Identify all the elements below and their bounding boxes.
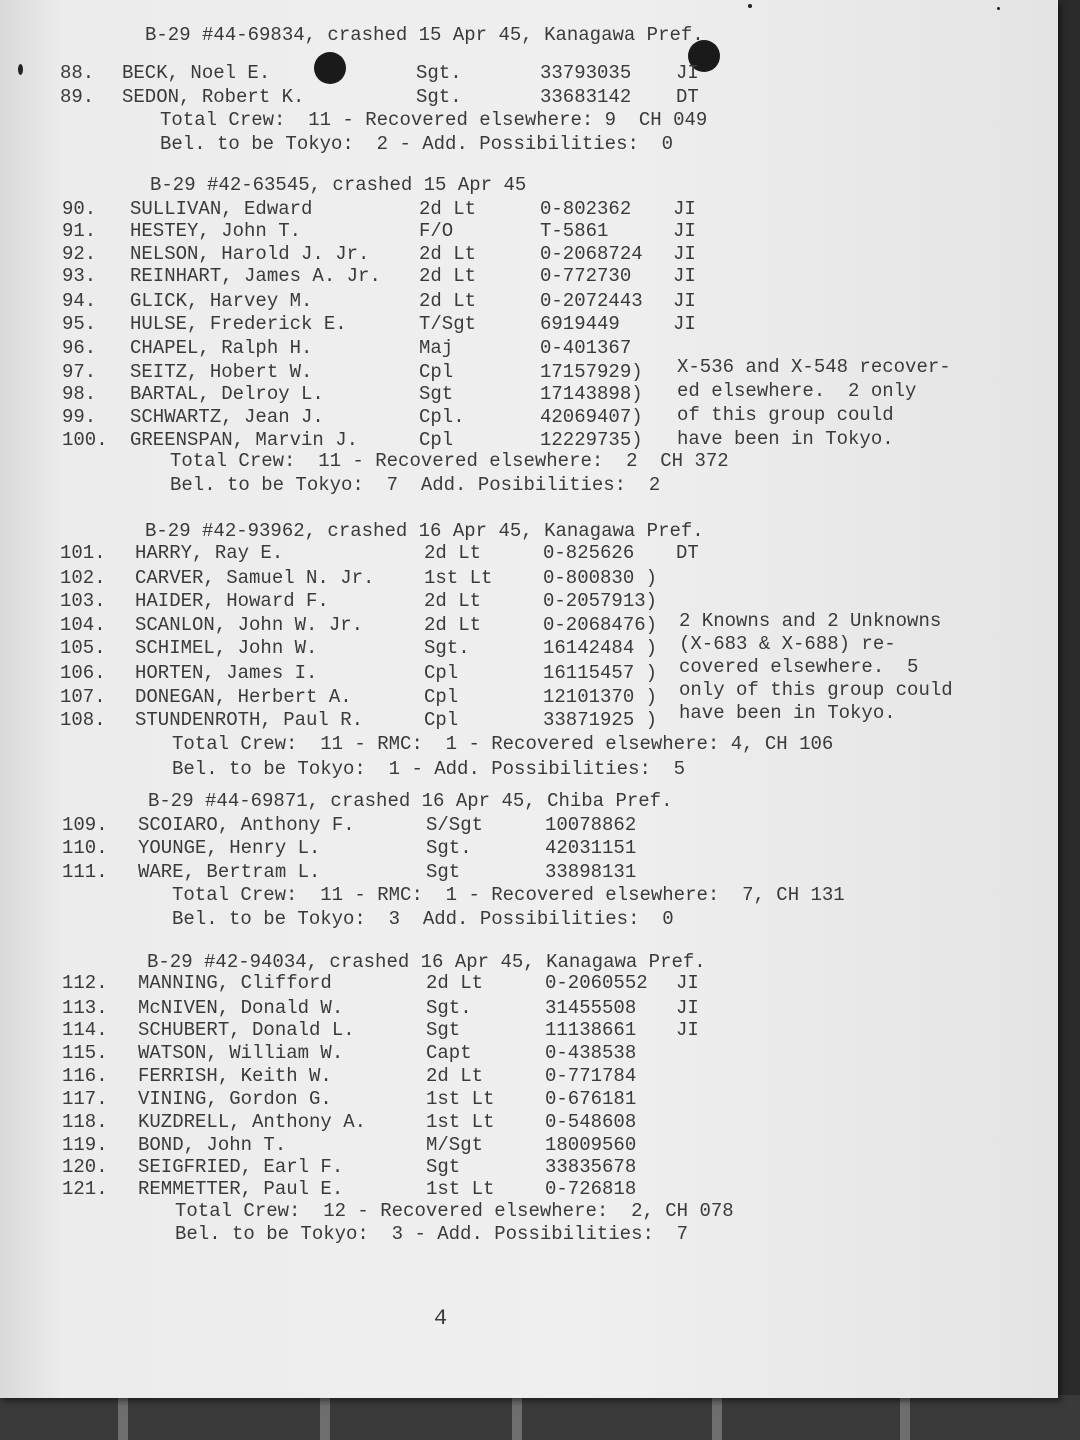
crew-rank: T/Sgt [419, 313, 477, 335]
floor-tile-seam [320, 1395, 330, 1440]
serial-number: 0-2068476) [543, 614, 658, 636]
entry-number: 109. [62, 814, 108, 836]
crew-name: BOND, John T. [138, 1134, 287, 1156]
serial-number: 42031151 [545, 837, 637, 859]
status-code: JI [676, 972, 699, 994]
serial-number: 0-2072443 [540, 290, 643, 312]
serial-number: 0-800830 ) [543, 567, 658, 589]
entry-number: 104. [60, 614, 106, 636]
group-note: have been in Tokyo. [677, 428, 894, 450]
group-note: (X-683 & X-688) re- [679, 633, 896, 655]
crew-name: STUNDENROTH, Paul R. [135, 709, 364, 731]
serial-number: 18009560 [545, 1134, 637, 1156]
crew-name: SULLIVAN, Edward [130, 198, 313, 220]
crew-rank: Sgt. [426, 997, 472, 1019]
aircraft-header: B-29 #44-69871, crashed 16 Apr 45, Chiba Pref. [148, 790, 673, 812]
entry-number: 112. [62, 972, 108, 994]
entry-number: 117. [62, 1088, 108, 1110]
serial-number: 0-438538 [545, 1042, 637, 1064]
crew-rank: 1st Lt [426, 1178, 495, 1200]
crew-name: SCANLON, John W. Jr. [135, 614, 364, 636]
crew-name: SEITZ, Hobert W. [130, 361, 313, 383]
crew-rank: 2d Lt [424, 590, 482, 612]
crew-rank: Capt [426, 1042, 472, 1064]
crew-name: McNIVEN, Donald W. [138, 997, 344, 1019]
crew-name: CHAPEL, Ralph H. [130, 337, 313, 359]
entry-number: 90. [62, 198, 97, 220]
entry-number: 102. [60, 567, 106, 589]
crew-name: CARVER, Samuel N. Jr. [135, 567, 375, 589]
crew-name: WATSON, William W. [138, 1042, 344, 1064]
serial-number: 11138661 [545, 1019, 637, 1041]
entry-number: 116. [62, 1065, 108, 1087]
status-code: JI [673, 313, 696, 335]
entry-number: 96. [62, 337, 97, 359]
group-note: of this group could [677, 404, 894, 426]
entry-number: 89. [60, 86, 95, 108]
group-note: have been in Tokyo. [679, 702, 896, 724]
status-code: JI [676, 62, 699, 84]
crew-rank: Sgt. [416, 62, 462, 84]
serial-number: 6919449 [540, 313, 620, 335]
aircraft-header: B-29 #42-93962, crashed 16 Apr 45, Kanagawa Pref. [145, 520, 704, 542]
serial-number: 0-726818 [545, 1178, 637, 1200]
crew-rank: 2d Lt [419, 198, 477, 220]
crew-rank: 1st Lt [426, 1088, 495, 1110]
crew-rank: Sgt. [416, 86, 462, 108]
entry-number: 93. [62, 265, 97, 287]
status-code: JI [673, 290, 696, 312]
crew-name: REINHART, James A. Jr. [130, 265, 381, 287]
serial-number: 0-825626 [543, 542, 635, 564]
aircraft-header: B-29 #42-94034, crashed 16 Apr 45, Kanagawa Pref. [147, 951, 706, 973]
crew-rank: Sgt [426, 1019, 461, 1041]
serial-number: 0-2060552 [545, 972, 648, 994]
floor-tile-seam [512, 1395, 522, 1440]
serial-number: T-5861 [540, 220, 609, 242]
crew-rank: 2d Lt [419, 290, 477, 312]
crew-rank: 1st Lt [424, 567, 493, 589]
crew-name: KUZDRELL, Anthony A. [138, 1111, 367, 1133]
group-note: covered elsewhere. 5 [679, 656, 919, 678]
believed-tokyo-line: Bel. to be Tokyo: 2 - Add. Possibilities: 0 [160, 133, 674, 155]
serial-number: 0-2068724 [540, 243, 643, 265]
entry-number: 98. [62, 383, 97, 405]
serial-number: 42069407) [540, 406, 643, 428]
entry-number: 119. [62, 1134, 108, 1156]
floor-tile-seam [712, 1395, 722, 1440]
serial-number: 0-771784 [545, 1065, 637, 1087]
crew-rank: 2d Lt [419, 265, 477, 287]
crew-rank: 2d Lt [424, 542, 482, 564]
believed-tokyo-line: Bel. to be Tokyo: 3 - Add. Possibilities: 7 [175, 1223, 689, 1245]
crew-name: SCOIARO, Anthony F. [138, 814, 355, 836]
entry-number: 105. [60, 637, 106, 659]
crew-name: SEIGFRIED, Earl F. [138, 1156, 344, 1178]
crew-rank: Cpl [424, 709, 459, 731]
entry-number: 92. [62, 243, 97, 265]
serial-number: 33835678 [545, 1156, 637, 1178]
believed-tokyo-line: Bel. to be Tokyo: 3 Add. Possibilities: 0 [172, 908, 674, 930]
crew-rank: Cpl [424, 662, 459, 684]
serial-number: 31455508 [545, 997, 637, 1019]
group-note: ed elsewhere. 2 only [677, 380, 917, 402]
crew-name: SCHIMEL, John W. [135, 637, 318, 659]
entry-number: 106. [60, 662, 106, 684]
status-code: JI [673, 198, 696, 220]
crew-name: FERRISH, Keith W. [138, 1065, 332, 1087]
entry-number: 91. [62, 220, 97, 242]
crew-rank: S/Sgt [426, 814, 484, 836]
crew-name: DONEGAN, Herbert A. [135, 686, 352, 708]
floor-background [0, 1395, 1080, 1440]
status-code: JI [673, 265, 696, 287]
group-note: 2 Knowns and 2 Unknowns [679, 610, 942, 632]
crew-name: SCHUBERT, Donald L. [138, 1019, 355, 1041]
crew-name: MANNING, Clifford [138, 972, 332, 994]
serial-number: 0-802362 [540, 198, 632, 220]
serial-number: 12101370 ) [543, 686, 658, 708]
crew-rank: 2d Lt [419, 243, 477, 265]
serial-number: 0-676181 [545, 1088, 637, 1110]
believed-tokyo-line: Bel. to be Tokyo: 7 Add. Posibilities: 2 [170, 474, 661, 496]
crew-name: BECK, Noel E. [122, 62, 271, 84]
serial-number: 0-401367 [540, 337, 632, 359]
crew-name: HORTEN, James I. [135, 662, 318, 684]
entry-number: 107. [60, 686, 106, 708]
crew-name: HARRY, Ray E. [135, 542, 284, 564]
aircraft-header: B-29 #44-69834, crashed 15 Apr 45, Kanagawa Pref. [145, 24, 704, 46]
aircraft-header: B-29 #42-63545, crashed 15 Apr 45 [150, 174, 527, 196]
status-code: JI [673, 220, 696, 242]
floor-tile-seam [900, 1395, 910, 1440]
entry-number: 97. [62, 361, 97, 383]
serial-number: 16142484 ) [543, 637, 658, 659]
crew-rank: Sgt [426, 861, 461, 883]
status-code: DT [676, 542, 699, 564]
group-note: X-536 and X-548 recover- [677, 356, 951, 378]
entry-number: 108. [60, 709, 106, 731]
entry-number: 103. [60, 590, 106, 612]
crew-name: BARTAL, Delroy L. [130, 383, 324, 405]
serial-number: 17157929) [540, 361, 643, 383]
crew-rank: 2d Lt [426, 972, 484, 994]
crew-name: VINING, Gordon G. [138, 1088, 332, 1110]
serial-number: 0-548608 [545, 1111, 637, 1133]
crew-rank: Sgt [419, 383, 454, 405]
serial-number: 33871925 ) [543, 709, 658, 731]
serial-number: 17143898) [540, 383, 643, 405]
crew-rank: Sgt. [426, 837, 472, 859]
serial-number: 10078862 [545, 814, 637, 836]
status-code: JI [676, 1019, 699, 1041]
crew-name: GLICK, Harvey M. [130, 290, 313, 312]
entry-number: 114. [62, 1019, 108, 1041]
crew-rank: Sgt [426, 1156, 461, 1178]
crew-name: REMMETTER, Paul E. [138, 1178, 344, 1200]
serial-number: 0-772730 [540, 265, 632, 287]
entry-number: 111. [62, 861, 108, 883]
serial-number: 33898131 [545, 861, 637, 883]
entry-number: 99. [62, 406, 97, 428]
total-crew-line: Total Crew: 11 - RMC: 1 - Recovered elsewhere: 7, CH 131 [172, 884, 845, 906]
serial-number: 33683142 [540, 86, 632, 108]
crew-rank: Maj [419, 337, 454, 359]
crew-rank: Sgt. [424, 637, 470, 659]
entry-number: 110. [62, 837, 108, 859]
total-crew-line: Total Crew: 11 - Recovered elsewhere: 9 CH 049 [160, 109, 708, 131]
crew-rank: F/O [419, 220, 454, 242]
entry-number: 94. [62, 290, 97, 312]
entry-number: 101. [60, 542, 106, 564]
entry-number: 100. [62, 429, 108, 451]
crew-name: WARE, Bertram L. [138, 861, 321, 883]
crew-rank: 2d Lt [424, 614, 482, 636]
entry-number: 95. [62, 313, 97, 335]
status-code: JI [673, 243, 696, 265]
crew-name: HULSE, Frederick E. [130, 313, 347, 335]
page-number: 4 [434, 1306, 448, 1331]
entry-number: 120. [62, 1156, 108, 1178]
entry-number: 121. [62, 1178, 108, 1200]
crew-name: SEDON, Robert K. [122, 86, 305, 108]
entry-number: 88. [60, 62, 95, 84]
entry-number: 113. [62, 997, 108, 1019]
serial-number: 12229735) [540, 429, 643, 451]
crew-name: SCHWARTZ, Jean J. [130, 406, 324, 428]
entry-number: 115. [62, 1042, 108, 1064]
crew-name: YOUNGE, Henry L. [138, 837, 321, 859]
crew-name: HESTEY, John T. [130, 220, 302, 242]
crew-name: GREENSPAN, Marvin J. [130, 429, 359, 451]
status-code: DT [676, 86, 699, 108]
total-crew-line: Total Crew: 12 - Recovered elsewhere: 2, CH 078 [175, 1200, 734, 1222]
crew-rank: Cpl. [419, 406, 465, 428]
crew-rank: M/Sgt [426, 1134, 484, 1156]
crew-rank: Cpl [419, 429, 454, 451]
crew-rank: 1st Lt [426, 1111, 495, 1133]
crew-rank: Cpl [424, 686, 459, 708]
serial-number: 16115457 ) [543, 662, 658, 684]
crew-name: HAIDER, Howard F. [135, 590, 329, 612]
floor-tile-seam [118, 1395, 128, 1440]
status-code: JI [676, 997, 699, 1019]
crew-rank: Cpl [419, 361, 454, 383]
total-crew-line: Total Crew: 11 - RMC: 1 - Recovered elsewhere: 4, CH 106 [172, 733, 834, 755]
total-crew-line: Total Crew: 11 - Recovered elsewhere: 2 CH 372 [170, 450, 729, 472]
crew-name: NELSON, Harold J. Jr. [130, 243, 370, 265]
entry-number: 118. [62, 1111, 108, 1133]
group-note: only of this group could [679, 679, 953, 701]
crew-rank: 2d Lt [426, 1065, 484, 1087]
serial-number: 33793035 [540, 62, 632, 84]
believed-tokyo-line: Bel. to be Tokyo: 1 - Add. Possibilities: 5 [172, 758, 686, 780]
serial-number: 0-2057913) [543, 590, 658, 612]
